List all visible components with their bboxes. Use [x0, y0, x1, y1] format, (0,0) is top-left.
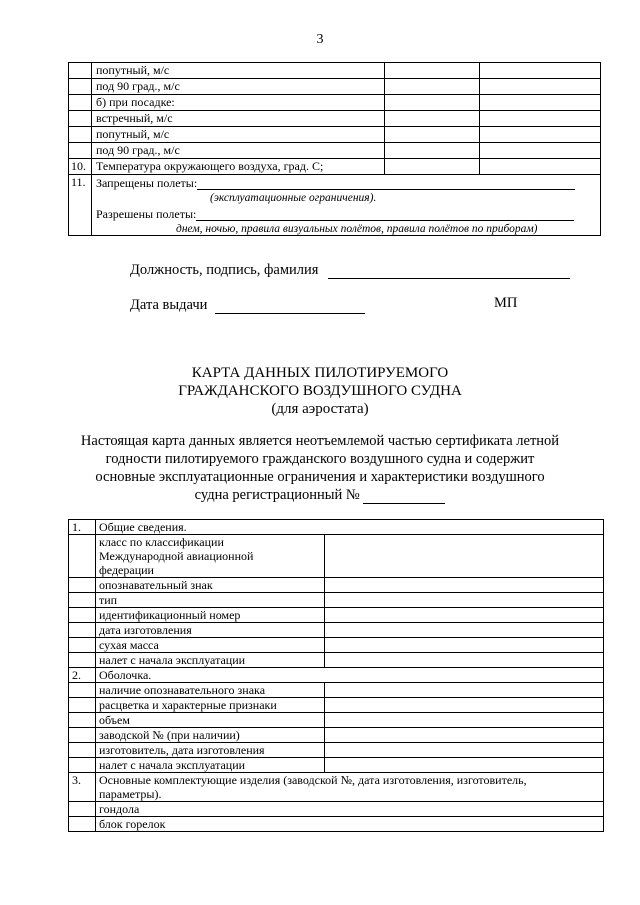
page-title-line2: ГРАЖДАНСКОГО ВОЗДУШНОГО СУДНА [178, 383, 462, 399]
table-row: наличие опознавательного знака [69, 683, 604, 698]
table-row: дата изготовления [69, 623, 604, 638]
prohibited-label: Запрещены полеты: [96, 176, 198, 190]
registration-label: судна регистрационный № [194, 487, 360, 503]
row-label: под 90 град., м/с [92, 79, 385, 95]
issue-date-label: Дата выдачи [130, 297, 208, 313]
allowed-note: днем, ночью, правила визуальных полётов, правила полётов по приборам) [176, 223, 538, 235]
table-row: налет с начала эксплуатации [69, 653, 604, 668]
table-row: тип [69, 593, 604, 608]
page-title: КАРТА ДАННЫХ ПИЛОТИРУЕМОГО [191, 365, 449, 381]
row-label: встречный, м/с [92, 111, 385, 127]
row-label: Температура окружающего воздуха, град. С; [92, 159, 385, 175]
table-row: гондола [69, 802, 604, 817]
row-label: попутный, м/с [92, 127, 385, 143]
page-subtitle: (для аэростата) [271, 401, 369, 417]
issue-date-line [130, 297, 365, 314]
aircraft-data-table [68, 519, 604, 832]
position-signature-line [130, 262, 570, 279]
intro-line: основные эксплуатационные ограничения и характеристики воздушного [95, 469, 545, 485]
table-row [69, 175, 601, 236]
section-title: Общие сведения. [96, 520, 604, 535]
classification-label: класс по классификации Международной авиационной федерации [96, 535, 325, 578]
table-row: блок горелок [69, 817, 604, 832]
table-row [69, 111, 601, 127]
table-row [69, 143, 601, 159]
intro-line: годности пилотируемого гражданского воздушного судна и содержит [105, 451, 535, 467]
section-title: Оболочка. [96, 668, 604, 683]
table-row [69, 535, 604, 578]
section-number: 2. [69, 668, 96, 683]
table-row: идентификационный номер [69, 608, 604, 623]
table-row [69, 95, 601, 111]
row-label: попутный, м/с [92, 63, 385, 79]
prohibited-note: (эксплуатационные ограничения). [210, 192, 377, 204]
section-row [69, 520, 604, 535]
intro-line: Настоящая карта данных является неотъемлемой частью сертификата летной [80, 433, 560, 449]
table-row: расцветка и характерные признаки [69, 698, 604, 713]
section-row [69, 773, 604, 802]
table-row: сухая масса [69, 638, 604, 653]
table-row: заводской № (при наличии) [69, 728, 604, 743]
stamp-mark: МП [494, 295, 518, 311]
table-row [69, 79, 601, 95]
allowed-label: Разрешены полеты: [96, 207, 197, 221]
table-row: опознавательный знак [69, 578, 604, 593]
position-label: Должность, подпись, фамилия [130, 262, 319, 278]
table-row: изготовитель, дата изготовления [69, 743, 604, 758]
table-row [69, 127, 601, 143]
section-number: 1. [69, 520, 96, 535]
intro-line-registration [70, 486, 570, 504]
table-row: налет с начала эксплуатации [69, 758, 604, 773]
row-number: 10. [69, 159, 92, 175]
limitations-table [68, 62, 601, 236]
section-number: 3. [69, 773, 96, 802]
section-title: Основные комплектующие изделия (заводской №, дата изготовления, изготовитель, параметры). [96, 773, 604, 802]
table-row: объем [69, 713, 604, 728]
row-number: 11. [69, 175, 92, 236]
row-label: под 90 град., м/с [92, 143, 385, 159]
row-label: б) при посадке: [92, 95, 385, 111]
page-number: 3 [316, 32, 324, 47]
section-row [69, 668, 604, 683]
table-row [69, 63, 601, 79]
table-row [69, 159, 601, 175]
